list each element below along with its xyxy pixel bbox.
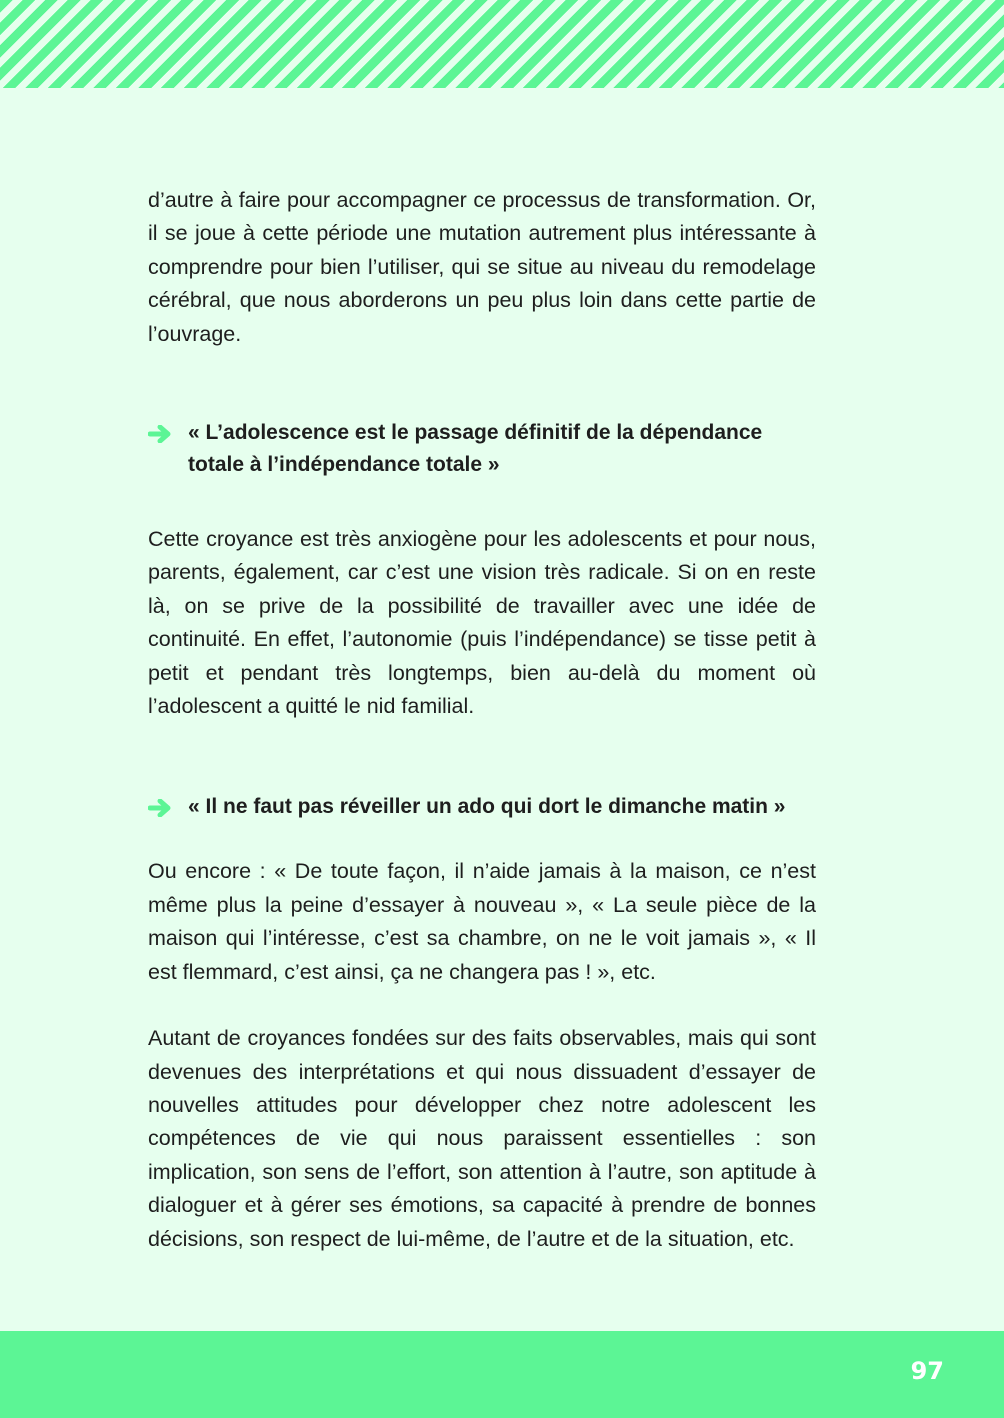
belief1-paragraph: Cette croyance est très anxiogène pour les adolescents et pour nous, parents, également, car c’est une vision très radicale. Si on en reste là, on se prive de la possibilité de travailler avec une idée de continuité. En effet, l’autonomie (puis l’indépendance) se tisse petit à petit et pendant très longtemps, bien au-delà du moment où l’adolescent a quitté le nid familial. [148,527,816,719]
footer-band [0,1331,1004,1418]
belief2-paragraph: Ou encore : « De toute façon, il n’aide jamais à la maison, ce n’est même plus la peine d’essayer à nouveau », « La seule pièce de la maison qui l’intéresse, c’est sa chambre, on ne le voit jamais », « Il est flemmard, c’est ainsi, ça ne changera pas ! », etc. [148,859,816,984]
belief-heading-1 [148,417,816,481]
page-number: 97 [910,1357,944,1385]
page-body [148,184,816,1256]
arrow-right-icon [148,425,172,443]
belief-heading-2 [148,791,816,823]
arrow-right-icon [148,799,172,817]
intro-paragraph: d’autre à faire pour accompagner ce processus de transformation. Or, il se joue à cette période une mutation autrement plus intéressante à comprendre pour bien l’utiliser, qui se situe au niveau du remodelage cérébral, que nous aborderons un peu plus loin dans cette partie de l’ouvrage. [148,188,816,346]
conclusion-paragraph: Autant de croyances fondées sur des faits observables, mais qui sont devenues des interprétations et qui nous dissuadent d’essayer de nouvelles attitudes pour développer chez notre adolescent les compétences de vie qui nous paraissent essentielles : son implication, son sens de l’effort, son attention à l’autre, son aptitude à dialoguer et à gérer ses émotions, sa capacité à prendre de bonnes décisions, son respect de lui-même, de l’autre et de la situation, etc. [148,1026,816,1251]
belief-heading-1-text: « L’adolescence est le passage définitif de la dépendance totale à l’indépendance totale » [188,421,763,477]
header-stripe-band [0,0,1004,88]
belief-heading-2-text: « Il ne faut pas réveiller un ado qui dort le dimanche matin » [188,795,786,819]
